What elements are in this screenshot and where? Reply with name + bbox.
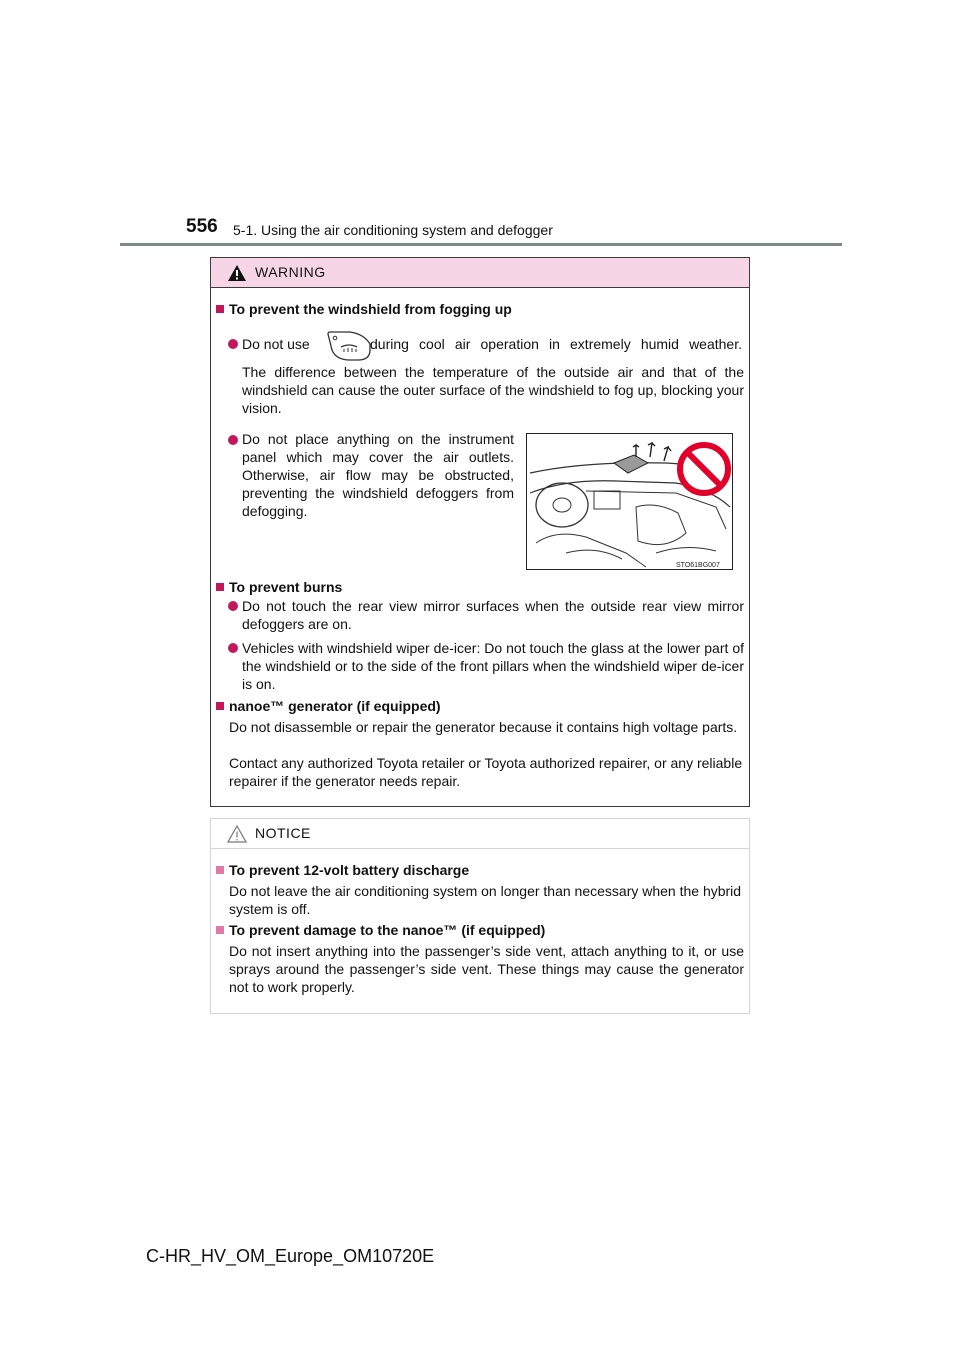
warning-title: WARNING: [255, 264, 326, 280]
nanoe-damage-body: Do not insert anything into the passenger’s side vent, attach anything to it, or use sprays around the passenger’s side vent. These things may cause the generator not to work properly.: [229, 943, 744, 995]
page-number: 556: [186, 216, 218, 237]
burns-bullet1: Do not touch the rear view mirror surfaces when the outside rear view mirror defoggers are on.: [242, 598, 744, 632]
fog-bullet1-post: during cool air operation in extremely humid weather.: [370, 336, 742, 352]
section-bullet-icon: [216, 926, 224, 934]
bullet-dot-icon: [228, 601, 238, 611]
nanoe-damage-heading: To prevent damage to the nanoe™ (if equipped): [229, 922, 546, 938]
fog-bullet1-rest: The difference between the temperature of the outside air and that of the windshield can cause the outer surface of the windshield to fog up, blocking your vision.: [242, 364, 744, 416]
notice-header: [211, 819, 749, 849]
warning-header: [211, 258, 749, 288]
warning-triangle-icon: [227, 264, 247, 282]
nanoe-body2: Contact any authorized Toyota retailer or Toyota authorized repairer, or any reliable repairer if the generator needs repair.: [229, 755, 743, 789]
bullet-dot-icon: [228, 643, 238, 653]
nanoe-body1: Do not disassemble or repair the generator because it contains high voltage parts.: [229, 719, 738, 735]
windshield-defogger-icon: [324, 328, 374, 364]
notice-title: NOTICE: [255, 825, 311, 841]
fog-bullet2: Do not place anything on the instrument panel which may cover the air outlets. Otherwise, air flow may be obstructed, preventing the windshield defoggers from defogging.: [242, 431, 514, 519]
illustration-code: STO61BG007: [676, 562, 720, 569]
battery-body: Do not leave the air conditioning system on longer than necessary when the hybrid system is off.: [229, 883, 742, 917]
bullet-dot-icon: [228, 435, 238, 445]
nanoe-heading: nanoe™ generator (if equipped): [229, 698, 441, 714]
battery-heading: To prevent 12-volt battery discharge: [229, 862, 470, 878]
section-title: 5-1. Using the air conditioning system and defogger: [233, 222, 553, 238]
notice-triangle-icon: [227, 825, 247, 843]
section-bullet-icon: [216, 583, 224, 591]
dashboard-illustration: [526, 433, 733, 570]
section-bullet-icon: [216, 702, 224, 710]
fog-bullet1-pre: Do not use: [242, 336, 310, 352]
section-bullet-icon: [216, 866, 224, 874]
section-bullet-icon: [216, 305, 224, 313]
header-rule: [120, 243, 842, 246]
warning-box: [210, 257, 750, 807]
document-code: C-HR_HV_OM_Europe_OM10720E: [146, 1246, 435, 1266]
notice-box: [210, 818, 750, 1014]
burns-bullet2: Vehicles with windshield wiper de-icer: Do not touch the glass at the lower part of the windshield or to the side of the front pillars when the windshield wiper de-icer is on.: [242, 640, 744, 692]
burns-heading: To prevent burns: [229, 579, 343, 595]
fog-heading: To prevent the windshield from fogging up: [229, 301, 512, 317]
bullet-dot-icon: [228, 339, 238, 349]
